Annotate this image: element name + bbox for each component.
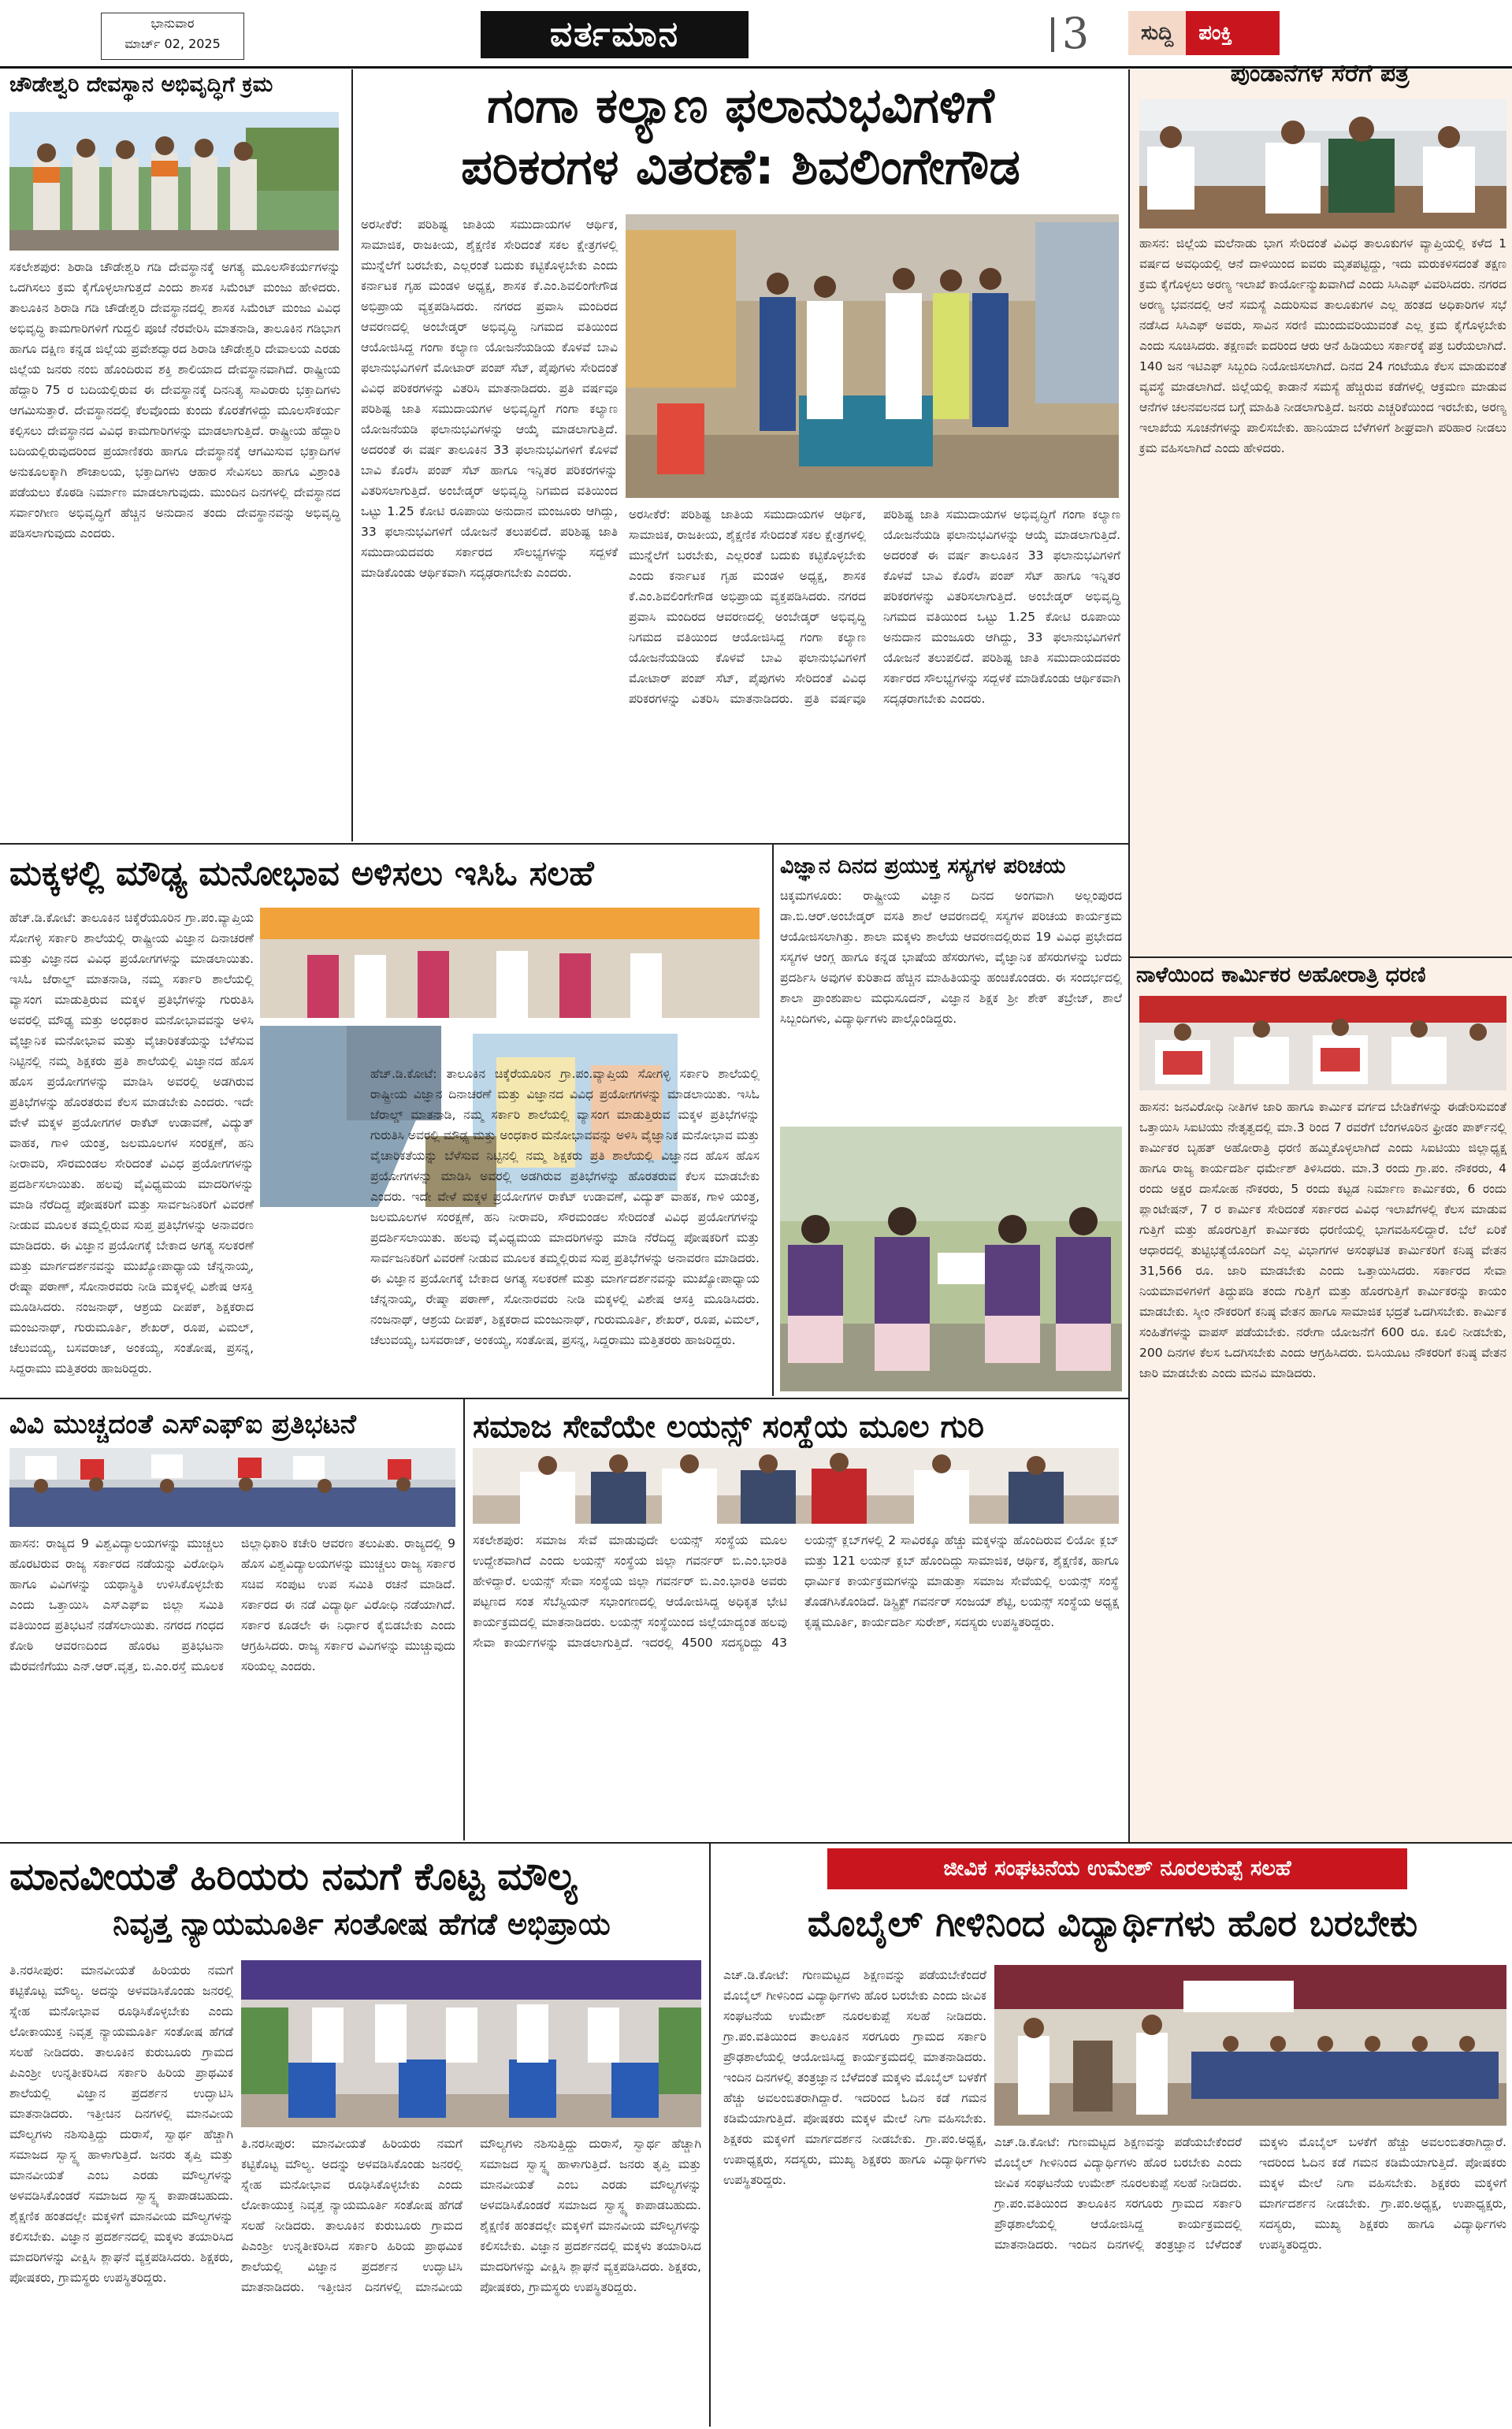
story2-body-col1: ಅರಸೀಕೆರೆ: ಪರಿಶಿಷ್ಟ ಜಾತಿಯ ಸಮುದಾಯಗಳ ಆರ್ಥಿಕ, ಸಾಮಾಜಿಕ, ರಾಜಕೀಯ, ಶೈಕ್ಷಣಿಕ ಸೇರಿದಂತೆ ಸಕಲ ಕ್ಷೇತ್ರಗಳಲ್ಲಿ ಮುನ್ನೆಲೆಗೆ ಬರಬೇಕು, ಎಲ್ಲರಂತೆ ಬದುಕು ಕಟ್ಟಿಕೊಳ್ಳಬೇಕು ಎಂದು ಕರ್ನಾಟಕ ಗೃಹ ಮಂಡಳಿ ಅಧ್ಯಕ್ಷ, ಶಾಸಕ ಕೆ.ಎಂ.ಶಿವಲಿಂಗೇಗೌಡ ಅಭಿಪ್ರಾಯ ವ್ಯಕ್ತಪಡಿಸಿದರು. ನಗರದ ಪ್ರವಾಸಿ ಮಂದಿರದ ಆವರಣದಲ್ಲಿ ಅಂಬೇಡ್ಕರ್ ಅಭಿವೃದ್ಧಿ ನಿಗಮದ ವತಿಯಿಂದ ಆಯೋಜಿಸಿದ್ದ ಗಂಗಾ ಕಲ್ಯಾಣ ಯೋಜನೆಯಡಿಯ ಕೊಳವೆ ಬಾವಿ ಫಲಾನುಭವಿಗಳಿಗೆ ಮೋಟಾರ್ ಪಂಪ್ ಸೆಟ್, ಪೈಪುಗಳು ಸೇರಿದಂತೆ ವಿವಿಧ ಪರಿಕರಗಳನ್ನು ವಿತರಿಸಿ ಮಾತನಾಡಿದರು. ಪ್ರತಿ ವರ್ಷವೂ ಪರಿಶಿಷ್ಟ ಜಾತಿ ಸಮುದಾಯಗಳ ಅಭಿವೃದ್ಧಿಗೆ ಗಂಗಾ ಕಲ್ಯಾಣ ಯೋಜನೆಯಡಿ ಫಲಾನುಭವಿಗಳನ್ನು ಆಯ್ಕೆ ಮಾಡಲಾಗುತ್ತಿದೆ. ಅದರಂತೆ ಈ ವರ್ಷ ತಾಲೂಕಿನ 33 ಫಲಾನುಭವಿಗಳಿಗೆ ಕೊಳವೆ ಬಾವಿ ಕೊರೆಸಿ ಪಂಪ್ ಸೆಟ್ ಹಾಗೂ ಇನ್ನಿತರ ಪರಿಕರಗಳನ್ನು ವಿತರಿಸಲಾಗುತ್ತಿದೆ. ಅಂಬೇಡ್ಕರ್ ಅಭಿವೃದ್ಧಿ ನಿಗಮದ ವತಿಯಿಂದ ಒಟ್ಟು 1.25 ಕೋಟಿ ರೂಪಾಯಿ ಅನುದಾನ ಮಂಜೂರು ಆಗಿದ್ದು, 33 ಫಲಾನುಭವಿಗಳಿಗೆ ಯೋಜನೆ ತಲುಪಲಿದೆ. ಪರಿಶಿಷ್ಟ ಜಾತಿ ಸಮುದಾಯದವರು ಸರ್ಕಾರದ ಸೌಲಭ್ಯಗಳನ್ನು ಸದ್ಬಳಕೆ ಮಾಡಿಕೊಂಡು ಆರ್ಥಿಕವಾಗಿ ಸದೃಢರಾಗಬೇಕು ಎಂದರು. [361, 217, 618, 580]
story4-body: ಹಾಸನ: ಜನವಿರೋಧಿ ನೀತಿಗಳ ಜಾರಿ ಹಾಗೂ ಕಾರ್ಮಿಕ ವರ್ಗದ ಬೇಡಿಕೆಗಳನ್ನು ಈಡೇರಿಸುವಂತೆ ಒತ್ತಾಯಿಸಿ ಸಿಐಟಿಯು ನೇತೃತ್ವದಲ್ಲಿ ಮಾ.3 ರಿಂದ 7 ರವರೆಗೆ ಬೆಂಗಳೂರಿನ ಫ್ರೀಡಂ ಪಾರ್ಕ್‌ನಲ್ಲಿ ಕಾರ್ಮಿಕರ ಬೃಹತ್ ಅಹೋರಾತ್ರಿ ಧರಣಿ ಹಮ್ಮಿಕೊಳ್ಳಲಾಗಿದೆ ಎಂದು ಸಿಐಟಿಯು ಜಿಲ್ಲಾಧ್ಯಕ್ಷ ಹಾಗೂ ರಾಜ್ಯ ಕಾರ್ಯದರ್ಶಿ ಧರ್ಮೇಶ್ ತಿಳಿಸಿದರು. ಮಾ.3 ರಂದು ಗ್ರಾ.ಪಂ. ನೌಕರರು, 4 ರಂದು ಅಕ್ಷರ ದಾಸೋಹ ನೌಕರರು, 5 ರಂದು ಕಟ್ಟಡ ನಿರ್ಮಾಣ ಕಾರ್ಮಿಕರು, 6 ರಂದು ಪ್ಲಾಂಟೇಷನ್, 7 ರ ಕಾರ್ಮಿಕ ಸೇರಿದಂತೆ ಸರ್ಕಾರದ ವಿವಿಧ ಇಲಾಖೆಗಳಲ್ಲಿ ಕೆಲಸ ಮಾಡುವ ಗುತ್ತಿಗೆ ಮತ್ತು ಹೊರಗುತ್ತಿಗೆ ಕಾರ್ಮಿಕರು ಧರಣಿಯಲ್ಲಿ ಭಾಗವಹಿಸಲಿದ್ದಾರೆ. ಬೆಲೆ ಏರಿಕೆ ಆಧಾರದಲ್ಲಿ ತುಟ್ಟಿಭತ್ಯೆಯೊಂದಿಗೆ ಎಲ್ಲ ವಿಭಾಗಗಳ ಅಸಂಘಟಿತ ಕಾರ್ಮಿಕರಿಗೆ ಕನಿಷ್ಠ ವೇತನ 31,566 ರೂ. ಜಾರಿ ಮಾಡಬೇಕು ಎಂದು ಒತ್ತಾಯಿಸಿದರು. ಸರ್ಕಾರದ ಸೇವಾ ನಿಯಮಾವಳಿಗಳಿಗೆ ತಿದ್ದುಪಡಿ ತಂದು ಗುತ್ತಿಗೆ ಮತ್ತು ಹೊರಗುತ್ತಿಗೆ ಕಾರ್ಮಿಕರನ್ನು ಕಾಯಂ ಮಾಡಬೇಕು. ಸ್ಕೀಂ ನೌಕರರಿಗೆ ಕನಿಷ್ಠ ವೇತನ ಹಾಗೂ ಸಾಮಾಜಿಕ ಭದ್ರತೆ ಒದಗಿಸಬೇಕು. ಕಾರ್ಮಿಕ ಸಂಹಿತೆಗಳನ್ನು ವಾಪಸ್ ಪಡೆಯಬೇಕು. ನರೇಗಾ ಯೋಜನೆಗೆ 600 ರೂ. ಕೂಲಿ ನೀಡಬೇಕು, 200 ದಿನಗಳ ಕೆಲಸ ಒದಗಿಸಬೇಕು ಎಂದು ಆಗ್ರಹಿಸಿದರು. ಬಿಸಿಯೂಟ ನೌಕರರಿಗೆ ಕನಿಷ್ಠ ವೇತನ ಜಾರಿ ಮಾಡಬೇಕು ಎಂದು ಮನವಿ ಮಾಡಿದರು. [1139, 1100, 1506, 1380]
date-label: ಮಾರ್ಚ್ 02, 2025 [124, 36, 221, 51]
story2-photo [626, 214, 1119, 498]
story5-body-col1: ಹೆಚ್.ಡಿ.ಕೋಟೆ: ತಾಲೂಕಿನ ಚಿಕ್ಕೆರೆಯೂರಿನ ಗ್ರಾ.ಪಂ.ವ್ಯಾಪ್ತಿಯ ಸೋಗಳ್ಳಿ ಸರ್ಕಾರಿ ಶಾಲೆಯಲ್ಲಿ ರಾಷ್ಟ್ರೀಯ ವಿಜ್ಞಾನ ದಿನಾಚರಣೆ ಮತ್ತು ವಿಜ್ಞಾನದ ವಿವಿಧ ಪ್ರಯೋಗಗಳನ್ನು ಮಾಡಲಾಯಿತು. ಇಸಿಓ ಜೆರಾಲ್ಡ್ ಮಾತನಾಡಿ, ನಮ್ಮ ಸರ್ಕಾರಿ ಶಾಲೆಯಲ್ಲಿ ವ್ಯಾಸಂಗ ಮಾಡುತ್ತಿರುವ ಮಕ್ಕಳ ಪ್ರತಿಭೆಗಳನ್ನು ಗುರುತಿಸಿ ಅವರಲ್ಲಿ ಮೌಢ್ಯ ಮತ್ತು ಅಂಧಕಾರ ಮನೋಭಾವವನ್ನು ಅಳಿಸಿ ವೈಜ್ಞಾನಿಕ ಮನೋಭಾವ ಮತ್ತು ವೈಚಾರಿಕತೆಯನ್ನು ಬೆಳೆಸುವ ನಿಟ್ಟಿನಲ್ಲಿ ನಮ್ಮ ಶಿಕ್ಷಕರು ಪ್ರತಿ ಶಾಲೆಯಲ್ಲಿ ವಿಜ್ಞಾನದ ಹೊಸ ಹೊಸ ಪ್ರಯೋಗಗಳನ್ನು ಮಾಡಿಸಿ ಅವರಲ್ಲಿ ಅಡಗಿರುವ ಪ್ರತಿಭೆಗಳನ್ನು ಹೊರತರುವ ಕೆಲಸ ಮಾಡಬೇಕು ಎಂದರು. ಇದೇ ವೇಳೆ ಮಕ್ಕಳ ಪ್ರಯೋಗಗಳ ರಾಕೆಟ್ ಉಡಾವಣೆ, ವಿದ್ಯುತ್ ವಾಹಕ, ಗಾಳಿ ಯಂತ್ರ, ಜಲಮೂಲಗಳ ಸಂರಕ್ಷಣೆ, ಹನಿ ನೀರಾವರಿ, ಸೌರಮಂಡಲ ಸೇರಿದಂತೆ ವಿವಿಧ ಪ್ರಯೋಗಗಳನ್ನು ಪ್ರದರ್ಶಿಸಲಾಯಿತು. ಹಲವು ವೈವಿಧ್ಯಮಯ ಮಾದರಿಗಳನ್ನು ಮಾಡಿ ನೆರೆದಿದ್ದ ಪೋಷಕರಿಗೆ ಮತ್ತು ಸಾರ್ವಜನಿಕರಿಗೆ ವಿವರಣೆ ನೀಡುವ ಮೂಲಕ ತಮ್ಮಲ್ಲಿರುವ ಸುಪ್ತ ಪ್ರತಿಭೆಗಳನ್ನು ಅನಾವರಣ ಮಾಡಿದರು. ಈ ವಿಜ್ಞಾನ ಪ್ರಯೋಗಕ್ಕೆ ಬೇಕಾದ ಅಗತ್ಯ ಸಲಕರಣೆ ಮತ್ತು ಮಾರ್ಗದರ್ಶನವನ್ನು ಮುಖ್ಯೋಪಾಧ್ಯಾಯ ಚೆನ್ನನಾಯ್ಕ, ರೇಷ್ಮಾ ಪಠಾಣ್, ಸೋನಾರವರು ನೀಡಿ ಮಕ್ಕಳಲ್ಲಿ ವಿಶೇಷ ಆಸಕ್ತಿ ಮೂಡಿಸಿದರು. ನಂಜನಾಥ್, ಆಶ್ರಯ ದೀಪಕ್, ಶಿಕ್ಷಕರಾದ ಮಂಜುನಾಥ್, ಗುರುಮೂರ್ತಿ, ಶೇಖರ್, ರೂಪ, ವಿಮಲ್, ಚೆಲುವಯ್ಯ, ಬಸವರಾಜ್, ಅಂಕಯ್ಯ, ಸಂತೋಷ, ಪ್ರಸನ್ನ, ಸಿದ್ದರಾಮು ಮತ್ತಿತರರು ಹಾಜರಿದ್ದರು. [9, 911, 254, 1376]
story9-headline-line2: ನಿವೃತ್ತ ನ್ಯಾಯಮೂರ್ತಿ ಸಂತೋಷ ಹೆಗಡೆ ಅಭಿಪ್ರಾಯ [113, 1907, 611, 1941]
page-header [0, 0, 1512, 68]
column-divider [772, 845, 774, 1396]
masthead-logo: ವರ್ತಮಾನ [481, 11, 749, 58]
story6-body: ಚಿಕ್ಕಮಗಳೂರು: ರಾಷ್ಟ್ರೀಯ ವಿಜ್ಞಾನ ದಿನದ ಅಂಗವಾಗಿ ಅಲ್ಲಂಪುರದ ಡಾ.ಬಿ.ಆರ್.ಅಂಬೇಡ್ಕರ್ ವಸತಿ ಶಾಲೆ ಆವರಣದಲ್ಲಿ ಸಸ್ಯಗಳ ಪರಿಚಯ ಕಾರ್ಯಕ್ರಮ ಆಯೋಜಿಸಲಾಗಿತ್ತು. ಶಾಲಾ ಮಕ್ಕಳು ಶಾಲೆಯ ಆವರಣದಲ್ಲಿರುವ 19 ವಿವಿಧ ಪ್ರಭೇದದ ಸಸ್ಯಗಳ ಆಂಗ್ಲ ಹಾಗೂ ಕನ್ನಡ ಭಾಷೆಯ ಹೆಸರುಗಳು, ವೈಜ್ಞಾನಿಕ ಹೆಸರುಗಳನ್ನು ಬರೆದು ಪ್ರದರ್ಶಿಸಿ ಅವುಗಳ ಕುರಿತಾದ ಹೆಚ್ಚಿನ ಮಾಹಿತಿಯನ್ನು ಹಂಚಿಕೊಂಡರು. ಈ ಸಂದರ್ಭದಲ್ಲಿ ಶಾಲಾ ಪ್ರಾಂಶುಪಾಲ ಮಧುಸೂದನ್, ವಿಜ್ಞಾನ ಶಿಕ್ಷಕ ಶ್ರೀ ಶೇಕ್ ತಬ್ರೇಜ್, ಶಾಲೆ ಸಿಬ್ಬಂದಿಗಳು, ವಿದ್ಯಾರ್ಥಿಗಳು ಪಾಲ್ಗೊಂಡಿದ್ದರು. [780, 889, 1122, 1026]
brand-part1: ಸುದ್ದಿ [1128, 11, 1186, 55]
story3-photo [1139, 99, 1506, 228]
row-divider [0, 1842, 1512, 1844]
story10-kicker: ಜೀವಿಕ ಸಂಘಟನೆಯ ಉಮೇಶ್ ನೂರಲಕುಪ್ಪೆ ಸಲಹೆ [827, 1848, 1407, 1889]
story7-headline: ವಿವಿ ಮುಚ್ಚದಂತೆ ಎಸ್‌ಎಫ್‌ಐ ಪ್ರತಿಭಟನೆ [9, 1409, 357, 1440]
story2-headline-line2: ಪರಿಕರಗಳ ವಿತರಣೆ: ಶಿವಲಿಂಗೇಗೌಡ [461, 138, 1020, 195]
column-divider [463, 1399, 465, 1840]
story6-photo [780, 1127, 1122, 1391]
story10-body-col1: ಎಚ್.ಡಿ.ಕೋಟೆ: ಗುಣಮಟ್ಟದ ಶಿಕ್ಷಣವನ್ನು ಪಡೆಯಬೇಕೆಂದರೆ ಮೊಬೈಲ್ ಗೀಳಿನಿಂದ ವಿದ್ಯಾರ್ಥಿಗಳು ಹೊರ ಬರಬೇಕು ಎಂದು ಜೀವಿಕ ಸಂಘಟನೆಯ ಉಮೇಶ್ ನೂರಲಕುಪ್ಪೆ ಸಲಹೆ ನೀಡಿದರು. ಗ್ರಾ.ಪಂ.ವತಿಯಿಂದ ತಾಲೂಕಿನ ಸರಗೂರು ಗ್ರಾಮದ ಸರ್ಕಾರಿ ಪ್ರೌಢಶಾಲೆಯಲ್ಲಿ ಆಯೋಜಿಸಿದ್ದ ಕಾರ್ಯಕ್ರಮದಲ್ಲಿ ಮಾತನಾಡಿದರು. ಇಂದಿನ ದಿನಗಳಲ್ಲಿ ತಂತ್ರಜ್ಞಾನ ಬೆಳೆದಂತೆ ಮಕ್ಕಳು ಮೊಬೈಲ್ ಬಳಕೆಗೆ ಹೆಚ್ಚು ಅವಲಂಬಿತರಾಗಿದ್ದಾರೆ. ಇದರಿಂದ ಓದಿನ ಕಡೆ ಗಮನ ಕಡಿಮೆಯಾಗುತ್ತಿದೆ. ಪೋಷಕರು ಮಕ್ಕಳ ಮೇಲೆ ನಿಗಾ ವಹಿಸಬೇಕು. ಶಿಕ್ಷಕರು ಮಕ್ಕಳಿಗೆ ಮಾರ್ಗದರ್ಶನ ನೀಡಬೇಕು. ಗ್ರಾ.ಪಂ.ಅಧ್ಯಕ್ಷ, ಉಪಾಧ್ಯಕ್ಷರು, ಸದಸ್ಯರು, ಮುಖ್ಯ ಶಿಕ್ಷಕರು ಹಾಗೂ ವಿದ್ಯಾರ್ಥಿಗಳು ಉಪಸ್ಥಿತರಿದ್ದರು. [723, 1968, 986, 2187]
story4-headline: ನಾಳೆಯಿಂದ ಕಾರ್ಮಿಕರ ಅಹೋರಾತ್ರಿ ಧರಣಿ [1136, 963, 1426, 987]
date-box [101, 13, 244, 60]
story2-body-col2: ಅರಸೀಕೆರೆ: ಪರಿಶಿಷ್ಟ ಜಾತಿಯ ಸಮುದಾಯಗಳ ಆರ್ಥಿಕ, ಸಾಮಾಜಿಕ, ರಾಜಕೀಯ, ಶೈಕ್ಷಣಿಕ ಸೇರಿದಂತೆ ಸಕಲ ಕ್ಷೇತ್ರಗಳಲ್ಲಿ ಮುನ್ನೆಲೆಗೆ ಬರಬೇಕು, ಎಲ್ಲರಂತೆ ಬದುಕು ಕಟ್ಟಿಕೊಳ್ಳಬೇಕು ಎಂದು ಕರ್ನಾಟಕ ಗೃಹ ಮಂಡಳಿ ಅಧ್ಯಕ್ಷ, ಶಾಸಕ ಕೆ.ಎಂ.ಶಿವಲಿಂಗೇಗೌಡ ಅಭಿಪ್ರಾಯ ವ್ಯಕ್ತಪಡಿಸಿದರು. ನಗರದ ಪ್ರವಾಸಿ ಮಂದಿರದ ಆವರಣದಲ್ಲಿ ಅಂಬೇಡ್ಕರ್ ಅಭಿವೃದ್ಧಿ ನಿಗಮದ ವತಿಯಿಂದ ಆಯೋಜಿಸಿದ್ದ ಗಂಗಾ ಕಲ್ಯಾಣ ಯೋಜನೆಯಡಿಯ ಕೊಳವೆ ಬಾವಿ ಫಲಾನುಭವಿಗಳಿಗೆ ಮೋಟಾರ್ ಪಂಪ್ ಸೆಟ್, ಪೈಪುಗಳು ಸೇರಿದಂತೆ ವಿವಿಧ ಪರಿಕರಗಳನ್ನು ವಿತರಿಸಿ ಮಾತನಾಡಿದರು. ಪ್ರತಿ ವರ್ಷವೂ ಪರಿಶಿಷ್ಟ ಜಾತಿ ಸಮುದಾಯಗಳ ಅಭಿವೃದ್ಧಿಗೆ ಗಂಗಾ ಕಲ್ಯಾಣ ಯೋಜನೆಯಡಿ ಫಲಾನುಭವಿಗಳನ್ನು ಆಯ್ಕೆ ಮಾಡಲಾಗುತ್ತಿದೆ. ಅದರಂತೆ ಈ ವರ್ಷ ತಾಲೂಕಿನ 33 ಫಲಾನುಭವಿಗಳಿಗೆ ಕೊಳವೆ ಬಾವಿ ಕೊರೆಸಿ ಪಂಪ್ ಸೆಟ್ ಹಾಗೂ ಇನ್ನಿತರ ಪರಿಕರಗಳನ್ನು ವಿತರಿಸಲಾಗುತ್ತಿದೆ. ಅಂಬೇಡ್ಕರ್ ಅಭಿವೃದ್ಧಿ ನಿಗಮದ ವತಿಯಿಂದ ಒಟ್ಟು 1.25 ಕೋಟಿ ರೂಪಾಯಿ ಅನುದಾನ ಮಂಜೂರು ಆಗಿದ್ದು, 33 ಫಲಾನುಭವಿಗಳಿಗೆ ಯೋಜನೆ ತಲುಪಲಿದೆ. ಪರಿಶಿಷ್ಟ ಜಾತಿ ಸಮುದಾಯದವರು ಸರ್ಕಾರದ ಸೌಲಭ್ಯಗಳನ್ನು ಸದ್ಬಳಕೆ ಮಾಡಿಕೊಂಡು ಆರ್ಥಿಕವಾಗಿ ಸದೃಢರಾಗಬೇಕು ಎಂದರು. [629, 507, 1120, 706]
story10-headline: ಮೊಬೈಲ್ ಗೀಳಿನಿಂದ ವಿದ್ಯಾರ್ಥಿಗಳು ಹೊರ ಬರಬೇಕು [807, 1902, 1418, 1944]
column-divider [709, 1844, 711, 2427]
story4-photo [1139, 996, 1506, 1090]
story3-headline: ಪುಂಡಾನೆಗಳ ಸೆರೆಗೆ ಪತ್ರ [1230, 60, 1410, 87]
section-brand [1128, 11, 1280, 55]
story2-headline-line1: ಗಂಗಾ ಕಲ್ಯಾಣ ಫಲಾನುಭವಿಗಳಿಗೆ [487, 76, 994, 134]
story8-photo [473, 1448, 1119, 1524]
row-divider [0, 843, 1128, 845]
story3-body: ಹಾಸನ: ಜಿಲ್ಲೆಯ ಮಲೆನಾಡು ಭಾಗ ಸೇರಿದಂತೆ ವಿವಿಧ ತಾಲೂಕುಗಳ ವ್ಯಾಪ್ತಿಯಲ್ಲಿ ಕಳೆದ 1 ವರ್ಷದ ಅವಧಿಯಲ್ಲಿ ಆನೆ ದಾಳಿಯಿಂದ ಐವರು ಮೃತಪಟ್ಟಿದ್ದು, ಇದು ಮರುಕಳಿಸದಂತೆ ತಕ್ಷಣ ಕ್ರಮ ಕೈಗೊಳ್ಳಲು ಅರಣ್ಯ ಇಲಾಖೆ ಕಾರ್ಯೋನ್ಮುಖವಾಗಿದೆ ಎಂದು ಸಿಸಿಎಫ್ ವಿವರಿಸಿದರು. ನಗರದ ಅರಣ್ಯ ಭವನದಲ್ಲಿ ಆನೆ ಸಮಸ್ಯೆ ಎದುರಿಸುವ ತಾಲೂಕುಗಳ ಎಲ್ಲ ಹಂತದ ಅಧಿಕಾರಿಗಳ ಸಭೆ ನಡೆಸಿದ ಸಿಸಿಎಫ್ ಅವರು, ಸಾವಿನ ಸರಣಿ ಮುಂದುವರಿಯುವಂತೆ ಎಲ್ಲ ಕ್ರಮ ಕೈಗೊಳ್ಳಬೇಕು ಎಂದು ಸೂಚಿಸಿದರು. ತಕ್ಷಣವೇ ಐದರಿಂದ ಆರು ಆನೆ ಹಿಡಿಯಲು ಸರ್ಕಾರಕ್ಕೆ ಪತ್ರ ಬರೆಯಲಾಗಿದೆ. 140 ಜನ ಇಟಿಎಫ್ ಸಿಬ್ಬಂದಿ ನಿಯೋಜಿಸಲಾಗಿದೆ. ದಿನದ 24 ಗಂಟೆಯೂ ಕೆಲಸ ಮಾಡುವಂತೆ ವ್ಯವಸ್ಥೆ ಮಾಡಲಾಗಿದೆ. ಜಿಲ್ಲೆಯಲ್ಲಿ ಕಾಡಾನೆ ಸಮಸ್ಯೆ ಹೆಚ್ಚಿರುವ ಕಡೆಗಳಲ್ಲಿ ಆಕ್ರಮಣ ಮಾಡುವ ಆನೆಗಳ ಚಲನವಲನದ ಬಗ್ಗೆ ಮಾಹಿತಿ ನೀಡಲಾಗುತ್ತಿದೆ. ಜನರು ಎಚ್ಚರಿಕೆಯಿಂದ ಇರಬೇಕು, ಅರಣ್ಯ ಇಲಾಖೆಯ ಸೂಚನೆಗಳನ್ನು ಪಾಲಿಸಬೇಕು. ಹಾನಿಯಾದ ಬೆಳೆಗಳಿಗೆ ಶೀಘ್ರವಾಗಿ ಪರಿಹಾರ ನೀಡಲು ಕ್ರಮ ವಹಿಸಲಾಗಿದೆ ಎಂದು ಹೇಳಿದರು. [1139, 236, 1506, 455]
story5-body-col2: ಹೆಚ್.ಡಿ.ಕೋಟೆ: ತಾಲೂಕಿನ ಚಿಕ್ಕೆರೆಯೂರಿನ ಗ್ರಾ.ಪಂ.ವ್ಯಾಪ್ತಿಯ ಸೋಗಳ್ಳಿ ಸರ್ಕಾರಿ ಶಾಲೆಯಲ್ಲಿ ರಾಷ್ಟ್ರೀಯ ವಿಜ್ಞಾನ ದಿನಾಚರಣೆ ಮತ್ತು ವಿಜ್ಞಾನದ ವಿವಿಧ ಪ್ರಯೋಗಗಳನ್ನು ಮಾಡಲಾಯಿತು. ಇಸಿಓ ಜೆರಾಲ್ಡ್ ಮಾತನಾಡಿ, ನಮ್ಮ ಸರ್ಕಾರಿ ಶಾಲೆಯಲ್ಲಿ ವ್ಯಾಸಂಗ ಮಾಡುತ್ತಿರುವ ಮಕ್ಕಳ ಪ್ರತಿಭೆಗಳನ್ನು ಗುರುತಿಸಿ ಅವರಲ್ಲಿ ಮೌಢ್ಯ ಮತ್ತು ಅಂಧಕಾರ ಮನೋಭಾವವನ್ನು ಅಳಿಸಿ ವೈಜ್ಞಾನಿಕ ಮನೋಭಾವ ಮತ್ತು ವೈಚಾರಿಕತೆಯನ್ನು ಬೆಳೆಸುವ ನಿಟ್ಟಿನಲ್ಲಿ ನಮ್ಮ ಶಿಕ್ಷಕರು ಪ್ರತಿ ಶಾಲೆಯಲ್ಲಿ ವಿಜ್ಞಾನದ ಹೊಸ ಹೊಸ ಪ್ರಯೋಗಗಳನ್ನು ಮಾಡಿಸಿ ಅವರಲ್ಲಿ ಅಡಗಿರುವ ಪ್ರತಿಭೆಗಳನ್ನು ಹೊರತರುವ ಕೆಲಸ ಮಾಡಬೇಕು ಎಂದರು. ಇದೇ ವೇಳೆ ಮಕ್ಕಳ ಪ್ರಯೋಗಗಳ ರಾಕೆಟ್ ಉಡಾವಣೆ, ವಿದ್ಯುತ್ ವಾಹಕ, ಗಾಳಿ ಯಂತ್ರ, ಜಲಮೂಲಗಳ ಸಂರಕ್ಷಣೆ, ಹನಿ ನೀರಾವರಿ, ಸೌರಮಂಡಲ ಸೇರಿದಂತೆ ವಿವಿಧ ಪ್ರಯೋಗಗಳನ್ನು ಪ್ರದರ್ಶಿಸಲಾಯಿತು. ಹಲವು ವೈವಿಧ್ಯಮಯ ಮಾದರಿಗಳನ್ನು ಮಾಡಿ ನೆರೆದಿದ್ದ ಪೋಷಕರಿಗೆ ಮತ್ತು ಸಾರ್ವಜನಿಕರಿಗೆ ವಿವರಣೆ ನೀಡುವ ಮೂಲಕ ತಮ್ಮಲ್ಲಿರುವ ಸುಪ್ತ ಪ್ರತಿಭೆಗಳನ್ನು ಅನಾವರಣ ಮಾಡಿದರು. ಈ ವಿಜ್ಞಾನ ಪ್ರಯೋಗಕ್ಕೆ ಬೇಕಾದ ಅಗತ್ಯ ಸಲಕರಣೆ ಮತ್ತು ಮಾರ್ಗದರ್ಶನವನ್ನು ಮುಖ್ಯೋಪಾಧ್ಯಾಯ ಚೆನ್ನನಾಯ್ಕ, ರೇಷ್ಮಾ ಪಠಾಣ್, ಸೋನಾರವರು ನೀಡಿ ಮಕ್ಕಳಲ್ಲಿ ವಿಶೇಷ ಆಸಕ್ತಿ ಮೂಡಿಸಿದರು. ನಂಜನಾಥ್, ಆಶ್ರಯ ದೀಪಕ್, ಶಿಕ್ಷಕರಾದ ಮಂಜುನಾಥ್, ಗುರುಮೂರ್ತಿ, ಶೇಖರ್, ರೂಪ, ವಿಮಲ್, ಚೆಲುವಯ್ಯ, ಬಸವರಾಜ್, ಅಂಕಯ್ಯ, ಸಂತೋಷ, ಪ್ರಸನ್ನ, ಸಿದ್ದರಾಮು ಮತ್ತಿತರರು ಹಾಜರಿದ್ದರು. [370, 1067, 760, 1347]
story8-body: ಸಕಲೇಶಪುರ: ಸಮಾಜ ಸೇವೆ ಮಾಡುವುದೇ ಲಯನ್ಸ್ ಸಂಸ್ಥೆಯ ಮೂಲ ಉದ್ದೇಶವಾಗಿದೆ ಎಂದು ಲಯನ್ಸ್ ಸಂಸ್ಥೆಯ ಜಿಲ್ಲಾ ಗವರ್ನರ್ ಬಿ.ಎಂ.ಭಾರತಿ ಹೇಳಿದ್ದಾರೆ. ಲಯನ್ಸ್ ಸೇವಾ ಸಂಸ್ಥೆಯ ಜಿಲ್ಲಾ ಗವರ್ನರ್ ಬಿ.ಎಂ.ಭಾರತಿ ಅವರು ಪಟ್ಟಣದ ಸಂತ ಸೆಬೆಸ್ಟಿಯನ್ ಸಭಾಂಗಣದಲ್ಲಿ ಆಯೋಜಿಸಿದ್ದ ಅಧಿಕೃತ ಭೇಟಿ ಕಾರ್ಯಕ್ರಮದಲ್ಲಿ ಮಾತನಾಡಿದರು. ಲಯನ್ಸ್ ಸಂಸ್ಥೆಯಿಂದ ಜಿಲ್ಲೆಯಾದ್ಯಂತ ಹಲವು ಸೇವಾ ಕಾರ್ಯಗಳನ್ನು ಮಾಡಲಾಗುತ್ತಿದೆ. ಇದರಲ್ಲಿ 4500 ಸದಸ್ಯರಿದ್ದು 43 ಲಯನ್ಸ್ ಕ್ಲಬ್‌ಗಳಲ್ಲಿ 2 ಸಾವಿರಕ್ಕೂ ಹೆಚ್ಚು ಮಕ್ಕಳನ್ನು ಹೊಂದಿರುವ ಲಿಯೋ ಕ್ಲಬ್ ಮತ್ತು 121 ಲಯನ್ ಕ್ಲಬ್ ಹೊಂದಿದ್ದು ಸಾಮಾಜಿಕ, ಆರ್ಥಿಕ, ಶೈಕ್ಷಣಿಕ, ಹಾಗೂ ಧಾರ್ಮಿಕ ಕಾರ್ಯಕ್ರಮಗಳನ್ನು ಮಾಡುತ್ತಾ ಸಮಾಜ ಸೇವೆಯಲ್ಲಿ ಲಯನ್ಸ್ ಸಂಸ್ಥೆ ತೊಡಗಿಸಿಕೊಂಡಿದೆ. ಡಿಸ್ಟ್ರಿಕ್ಟ್ ಗವರ್ನರ್ ಸಂಜಯ್ ಶೆಟ್ಟಿ, ಲಯನ್ಸ್ ಸಂಸ್ಥೆಯ ಅಧ್ಯಕ್ಷ ಕೃಷ್ಣಮೂರ್ತಿ, ಕಾರ್ಯದರ್ಶಿ ಸುರೇಶ್, ಸದಸ್ಯರು ಉಪಸ್ಥಿತರಿದ್ದರು. [473, 1533, 1119, 1650]
story9-body-col2: ತಿ.ನರಸೀಪುರ: ಮಾನವೀಯತೆ ಹಿರಿಯರು ನಮಗೆ ಕಟ್ಟಿಕೊಟ್ಟ ಮೌಲ್ಯ. ಅದನ್ನು ಅಳವಡಿಸಿಕೊಂಡು ಜನರಲ್ಲಿ ಸ್ನೇಹ ಮನೋಭಾವ ರೂಢಿಸಿಕೊಳ್ಳಬೇಕು ಎಂದು ಲೋಕಾಯುಕ್ತ ನಿವೃತ್ತ ನ್ಯಾಯಮೂರ್ತಿ ಸಂತೋಷ ಹೆಗಡೆ ಸಲಹೆ ನೀಡಿದರು. ತಾಲೂಕಿನ ಕುರುಬೂರು ಗ್ರಾಮದ ಪಿಎಂಶ್ರೀ ಉನ್ನತೀಕರಿಸಿದ ಸರ್ಕಾರಿ ಹಿರಿಯ ಪ್ರಾಥಮಿಕ ಶಾಲೆಯಲ್ಲಿ ವಿಜ್ಞಾನ ಪ್ರದರ್ಶನ ಉದ್ಘಾಟಿಸಿ ಮಾತನಾಡಿದರು. ಇತ್ತೀಚಿನ ದಿನಗಳಲ್ಲಿ ಮಾನವೀಯ ಮೌಲ್ಯಗಳು ನಶಿಸುತ್ತಿದ್ದು ದುರಾಸೆ, ಸ್ವಾರ್ಥ ಹೆಚ್ಚಾಗಿ ಸಮಾಜದ ಸ್ವಾಸ್ಥ್ಯ ಹಾಳಾಗುತ್ತಿದೆ. ಜನರು ತೃಪ್ತಿ ಮತ್ತು ಮಾನವೀಯತೆ ಎಂಬ ಎರಡು ಮೌಲ್ಯಗಳನ್ನು ಅಳವಡಿಸಿಕೊಂಡರೆ ಸಮಾಜದ ಸ್ವಾಸ್ಥ್ಯ ಕಾಪಾಡಬಹುದು. ಶೈಕ್ಷಣಿಕ ಹಂತದಲ್ಲೇ ಮಕ್ಕಳಿಗೆ ಮಾನವೀಯ ಮೌಲ್ಯಗಳನ್ನು ಕಲಿಸಬೇಕು. ವಿಜ್ಞಾನ ಪ್ರದರ್ಶನದಲ್ಲಿ ಮಕ್ಕಳು ತಯಾರಿಸಿದ ಮಾದರಿಗಳನ್ನು ವೀಕ್ಷಿಸಿ ಶ್ಲಾಘನೆ ವ್ಯಕ್ತಪಡಿಸಿದರು. ಶಿಕ್ಷಕರು, ಪೋಷಕರು, ಗ್ರಾಮಸ್ಥರು ಉಪಸ್ಥಿತರಿದ್ದರು. [241, 2137, 701, 2294]
story7-body: ಹಾಸನ: ರಾಜ್ಯದ 9 ವಿಶ್ವವಿದ್ಯಾಲಯಗಳನ್ನು ಮುಚ್ಚಲು ಹೊರಟಿರುವ ರಾಜ್ಯ ಸರ್ಕಾರದ ನಡೆಯನ್ನು ವಿರೋಧಿಸಿ ಹಾಗೂ ವಿವಿಗಳನ್ನು ಯಥಾಸ್ಥಿತಿ ಉಳಿಸಿಕೊಳ್ಳಬೇಕು ಎಂದು ಒತ್ತಾಯಿಸಿ ಎಸ್‌ಎಫ್‌ಐ ಜಿಲ್ಲಾ ಸಮಿತಿ ವತಿಯಿಂದ ಪ್ರತಿಭಟನೆ ನಡೆಸಲಾಯಿತು. ನಗರದ ಗಂಧದ ಕೋಠಿ ಆವರಣದಿಂದ ಹೊರಟ ಪ್ರತಿಭಟನಾ ಮೆರವಣಿಗೆಯು ಎನ್.ಆರ್.ವೃತ್ತ, ಬಿ.ಎಂ.ರಸ್ತೆ ಮೂಲಕ ಜಿಲ್ಲಾಧಿಕಾರಿ ಕಚೇರಿ ಆವರಣ ತಲುಪಿತು. ರಾಜ್ಯದಲ್ಲಿ 9 ಹೊಸ ವಿಶ್ವವಿದ್ಯಾಲಯಗಳನ್ನು ಮುಚ್ಚಲು ರಾಜ್ಯ ಸರ್ಕಾರ ಸಚಿವ ಸಂಪುಟ ಉಪ ಸಮಿತಿ ರಚನೆ ಮಾಡಿದೆ. ಸರ್ಕಾರದ ಈ ನಡೆ ವಿದ್ಯಾರ್ಥಿ ವಿರೋಧಿ ನಡೆಯಾಗಿದೆ. ಸರ್ಕಾರ ಕೂಡಲೇ ಈ ನಿರ್ಧಾರ ಕೈಬಿಡಬೇಕು ಎಂದು ಆಗ್ರಹಿಸಿದರು. ರಾಜ್ಯ ಸರ್ಕಾರ ವಿವಿಗಳನ್ನು ಮುಚ್ಚುವುದು ಸರಿಯಲ್ಲ ಎಂದರು. [9, 1536, 455, 1673]
page-number: 3 [1040, 8, 1111, 60]
story9-photo [241, 1960, 701, 2127]
story10-photo [994, 1965, 1506, 2126]
story1-headline: ಚೌಡೇಶ್ವರಿ ದೇವಸ್ಥಾನ ಅಭಿವೃದ್ಧಿಗೆ ಕ್ರಮ [9, 72, 273, 97]
story9-body-col1: ತಿ.ನರಸೀಪುರ: ಮಾನವೀಯತೆ ಹಿರಿಯರು ನಮಗೆ ಕಟ್ಟಿಕೊಟ್ಟ ಮೌಲ್ಯ. ಅದನ್ನು ಅಳವಡಿಸಿಕೊಂಡು ಜನರಲ್ಲಿ ಸ್ನೇಹ ಮನೋಭಾವ ರೂಢಿಸಿಕೊಳ್ಳಬೇಕು ಎಂದು ಲೋಕಾಯುಕ್ತ ನಿವೃತ್ತ ನ್ಯಾಯಮೂರ್ತಿ ಸಂತೋಷ ಹೆಗಡೆ ಸಲಹೆ ನೀಡಿದರು. ತಾಲೂಕಿನ ಕುರುಬೂರು ಗ್ರಾಮದ ಪಿಎಂಶ್ರೀ ಉನ್ನತೀಕರಿಸಿದ ಸರ್ಕಾರಿ ಹಿರಿಯ ಪ್ರಾಥಮಿಕ ಶಾಲೆಯಲ್ಲಿ ವಿಜ್ಞಾನ ಪ್ರದರ್ಶನ ಉದ್ಘಾಟಿಸಿ ಮಾತನಾಡಿದರು. ಇತ್ತೀಚಿನ ದಿನಗಳಲ್ಲಿ ಮಾನವೀಯ ಮೌಲ್ಯಗಳು ನಶಿಸುತ್ತಿದ್ದು ದುರಾಸೆ, ಸ್ವಾರ್ಥ ಹೆಚ್ಚಾಗಿ ಸಮಾಜದ ಸ್ವಾಸ್ಥ್ಯ ಹಾಳಾಗುತ್ತಿದೆ. ಜನರು ತೃಪ್ತಿ ಮತ್ತು ಮಾನವೀಯತೆ ಎಂಬ ಎರಡು ಮೌಲ್ಯಗಳನ್ನು ಅಳವಡಿಸಿಕೊಂಡರೆ ಸಮಾಜದ ಸ್ವಾಸ್ಥ್ಯ ಕಾಪಾಡಬಹುದು. ಶೈಕ್ಷಣಿಕ ಹಂತದಲ್ಲೇ ಮಕ್ಕಳಿಗೆ ಮಾನವೀಯ ಮೌಲ್ಯಗಳನ್ನು ಕಲಿಸಬೇಕು. ವಿಜ್ಞಾನ ಪ್ರದರ್ಶನದಲ್ಲಿ ಮಕ್ಕಳು ತಯಾರಿಸಿದ ಮಾದರಿಗಳನ್ನು ವೀಕ್ಷಿಸಿ ಶ್ಲಾಘನೆ ವ್ಯಕ್ತಪಡಿಸಿದರು. ಶಿಕ್ಷಕರು, ಪೋಷಕರು, ಗ್ರಾಮಸ್ಥರು ಉಪಸ್ಥಿತರಿದ್ದರು. [9, 1963, 233, 2285]
story9-headline-line1: ಮಾನವೀಯತೆ ಹಿರಿಯರು ನಮಗೆ ಕೊಟ್ಟ ಮೌಲ್ಯ [9, 1855, 578, 1899]
brand-part2: ಪಂಕ್ತಿ [1186, 11, 1280, 55]
day-label: ಭಾನುವಾರ [150, 16, 195, 31]
column-divider [351, 69, 353, 841]
row-divider [1130, 956, 1512, 958]
story8-headline: ಸಮಾಜ ಸೇವೆಯೇ ಲಯನ್ಸ್ ಸಂಸ್ಥೆಯ ಮೂಲ ಗುರಿ [473, 1409, 984, 1445]
row-divider [0, 1398, 1128, 1399]
story6-headline: ವಿಜ್ಞಾನ ದಿನದ ಪ್ರಯುಕ್ತ ಸಸ್ಯಗಳ ಪರಿಚಯ [780, 854, 1066, 878]
story1-photo [9, 112, 339, 251]
story7-photo [9, 1448, 455, 1527]
story1-body: ಸಕಲೇಶಪುರ: ಶಿರಾಡಿ ಚೌಡೇಶ್ವರಿ ಗಡಿ ದೇವಸ್ಥಾನಕ್ಕೆ ಅಗತ್ಯ ಮೂಲಸೌಕರ್ಯಗಳನ್ನು ಒದಗಿಸಲು ಕ್ರಮ ಕೈಗೊಳ್ಳಲಾಗುತ್ತದೆ ಎಂದು ಶಾಸಕ ಸಿಮೆಂಟ್ ಮಂಜು ಹೇಳಿದರು. ತಾಲೂಕಿನ ಶಿರಾಡಿ ಗಡಿ ಚೌಡೇಶ್ವರಿ ದೇವಸ್ಥಾನದಲ್ಲಿ ಶಾಸಕ ಸಿಮೆಂಟ್ ಮಂಜು ವಿವಿಧ ಅಭಿವೃದ್ಧಿ ಕಾಮಗಾರಿಗಳಿಗೆ ಗುದ್ದಲಿ ಪೂಜೆ ನೆರವೇರಿಸಿ ಮಾತನಾಡಿ, ತಾಲೂಕಿನ ಗಡಿಭಾಗ ಹಾಗೂ ದಕ್ಷಿಣ ಕನ್ನಡ ಜಿಲ್ಲೆಯ ಪ್ರವೇಶದ್ವಾರದ ಶಿರಾಡಿ ಚೌಡೇಶ್ವರಿ ದೇವಾಲಯ ಎರಡು ಜಿಲ್ಲೆಯ ಜನರು ನಂಬಿ ಹೊಂದಿರುವ ಶಕ್ತಿ ಶಾಲಿಯಾದ ದೇವಸ್ಥಾನವಾಗಿದೆ. ರಾಷ್ಟ್ರೀಯ ಹೆದ್ದಾರಿ 75 ರ ಬದಿಯಲ್ಲಿರುವ ಈ ದೇವಸ್ಥಾನಕ್ಕೆ ದಿನನಿತ್ಯ ಸಾವಿರಾರು ಭಕ್ತಾದಿಗಳು ಆಗಮಿಸುತ್ತಾರೆ. ದೇವಸ್ಥಾನದಲ್ಲಿ ಕೆಲವೊಂದು ಕುಂದು ಕೊರತೆಗಳಿದ್ದು ಮೂಲಸೌಕರ್ಯ ಕಲ್ಪಿಸಲು ದೇವಸ್ಥಾನದ ವಿವಿಧ ಕಾಮಗಾರಿಗಳನ್ನು ಮಾಡಲಾಗುತ್ತಿದೆ. ರಾಷ್ಟ್ರೀಯ ಹೆದ್ದಾರಿ ಬದಿಯಲ್ಲಿರುವುದರಿಂದ ಪ್ರಯಾಣಿಕರು ಹಾಗೂ ದೇವಸ್ಥಾನಕ್ಕೆ ಆಗಮಿಸುವ ಭಕ್ತಾದಿಗಳ ಅನುಕೂಲಕ್ಕಾಗಿ ಶೌಚಾಲಯ, ಭಕ್ತಾದಿಗಳು ಆಹಾರ ಸೇವಿಸಲು ಹಾಗೂ ವಿಶ್ರಾಂತಿ ಪಡೆಯಲು ಕೊಠಡಿ ನಿರ್ಮಾಣ ಮಾಡಲಾಗುವುದು. ಮುಂದಿನ ದಿನಗಳಲ್ಲಿ ದೇವಸ್ಥಾನದ ಸರ್ವಾಂಗೀಣ ಅಭಿವೃದ್ಧಿಗೆ ಹೆಚ್ಚಿನ ಅನುದಾನ ತಂದು ದೇವಸ್ಥಾನವನ್ನು ಅಭಿವೃದ್ಧಿ ಪಡಿಸಲಾಗುವುದು ಎಂದರು. [9, 260, 340, 540]
story10-body-col2: ಎಚ್.ಡಿ.ಕೋಟೆ: ಗುಣಮಟ್ಟದ ಶಿಕ್ಷಣವನ್ನು ಪಡೆಯಬೇಕೆಂದರೆ ಮೊಬೈಲ್ ಗೀಳಿನಿಂದ ವಿದ್ಯಾರ್ಥಿಗಳು ಹೊರ ಬರಬೇಕು ಎಂದು ಜೀವಿಕ ಸಂಘಟನೆಯ ಉಮೇಶ್ ನೂರಲಕುಪ್ಪೆ ಸಲಹೆ ನೀಡಿದರು. ಗ್ರಾ.ಪಂ.ವತಿಯಿಂದ ತಾಲೂಕಿನ ಸರಗೂರು ಗ್ರಾಮದ ಸರ್ಕಾರಿ ಪ್ರೌಢಶಾಲೆಯಲ್ಲಿ ಆಯೋಜಿಸಿದ್ದ ಕಾರ್ಯಕ್ರಮದಲ್ಲಿ ಮಾತನಾಡಿದರು. ಇಂದಿನ ದಿನಗಳಲ್ಲಿ ತಂತ್ರಜ್ಞಾನ ಬೆಳೆದಂತೆ ಮಕ್ಕಳು ಮೊಬೈಲ್ ಬಳಕೆಗೆ ಹೆಚ್ಚು ಅವಲಂಬಿತರಾಗಿದ್ದಾರೆ. ಇದರಿಂದ ಓದಿನ ಕಡೆ ಗಮನ ಕಡಿಮೆಯಾಗುತ್ತಿದೆ. ಪೋಷಕರು ಮಕ್ಕಳ ಮೇಲೆ ನಿಗಾ ವಹಿಸಬೇಕು. ಶಿಕ್ಷಕರು ಮಕ್ಕಳಿಗೆ ಮಾರ್ಗದರ್ಶನ ನೀಡಬೇಕು. ಗ್ರಾ.ಪಂ.ಅಧ್ಯಕ್ಷ, ಉಪಾಧ್ಯಕ್ಷರು, ಸದಸ್ಯರು, ಮುಖ್ಯ ಶಿಕ್ಷಕರು ಹಾಗೂ ವಿದ್ಯಾರ್ಥಿಗಳು ಉಪಸ್ಥಿತರಿದ್ದರು. [994, 2135, 1506, 2252]
story5-headline: ಮಕ್ಕಳಲ್ಲಿ ಮೌಢ್ಯ ಮನೋಭಾವ ಅಳಿಸಲು ಇಸಿಓ ಸಲಹೆ [9, 854, 594, 893]
